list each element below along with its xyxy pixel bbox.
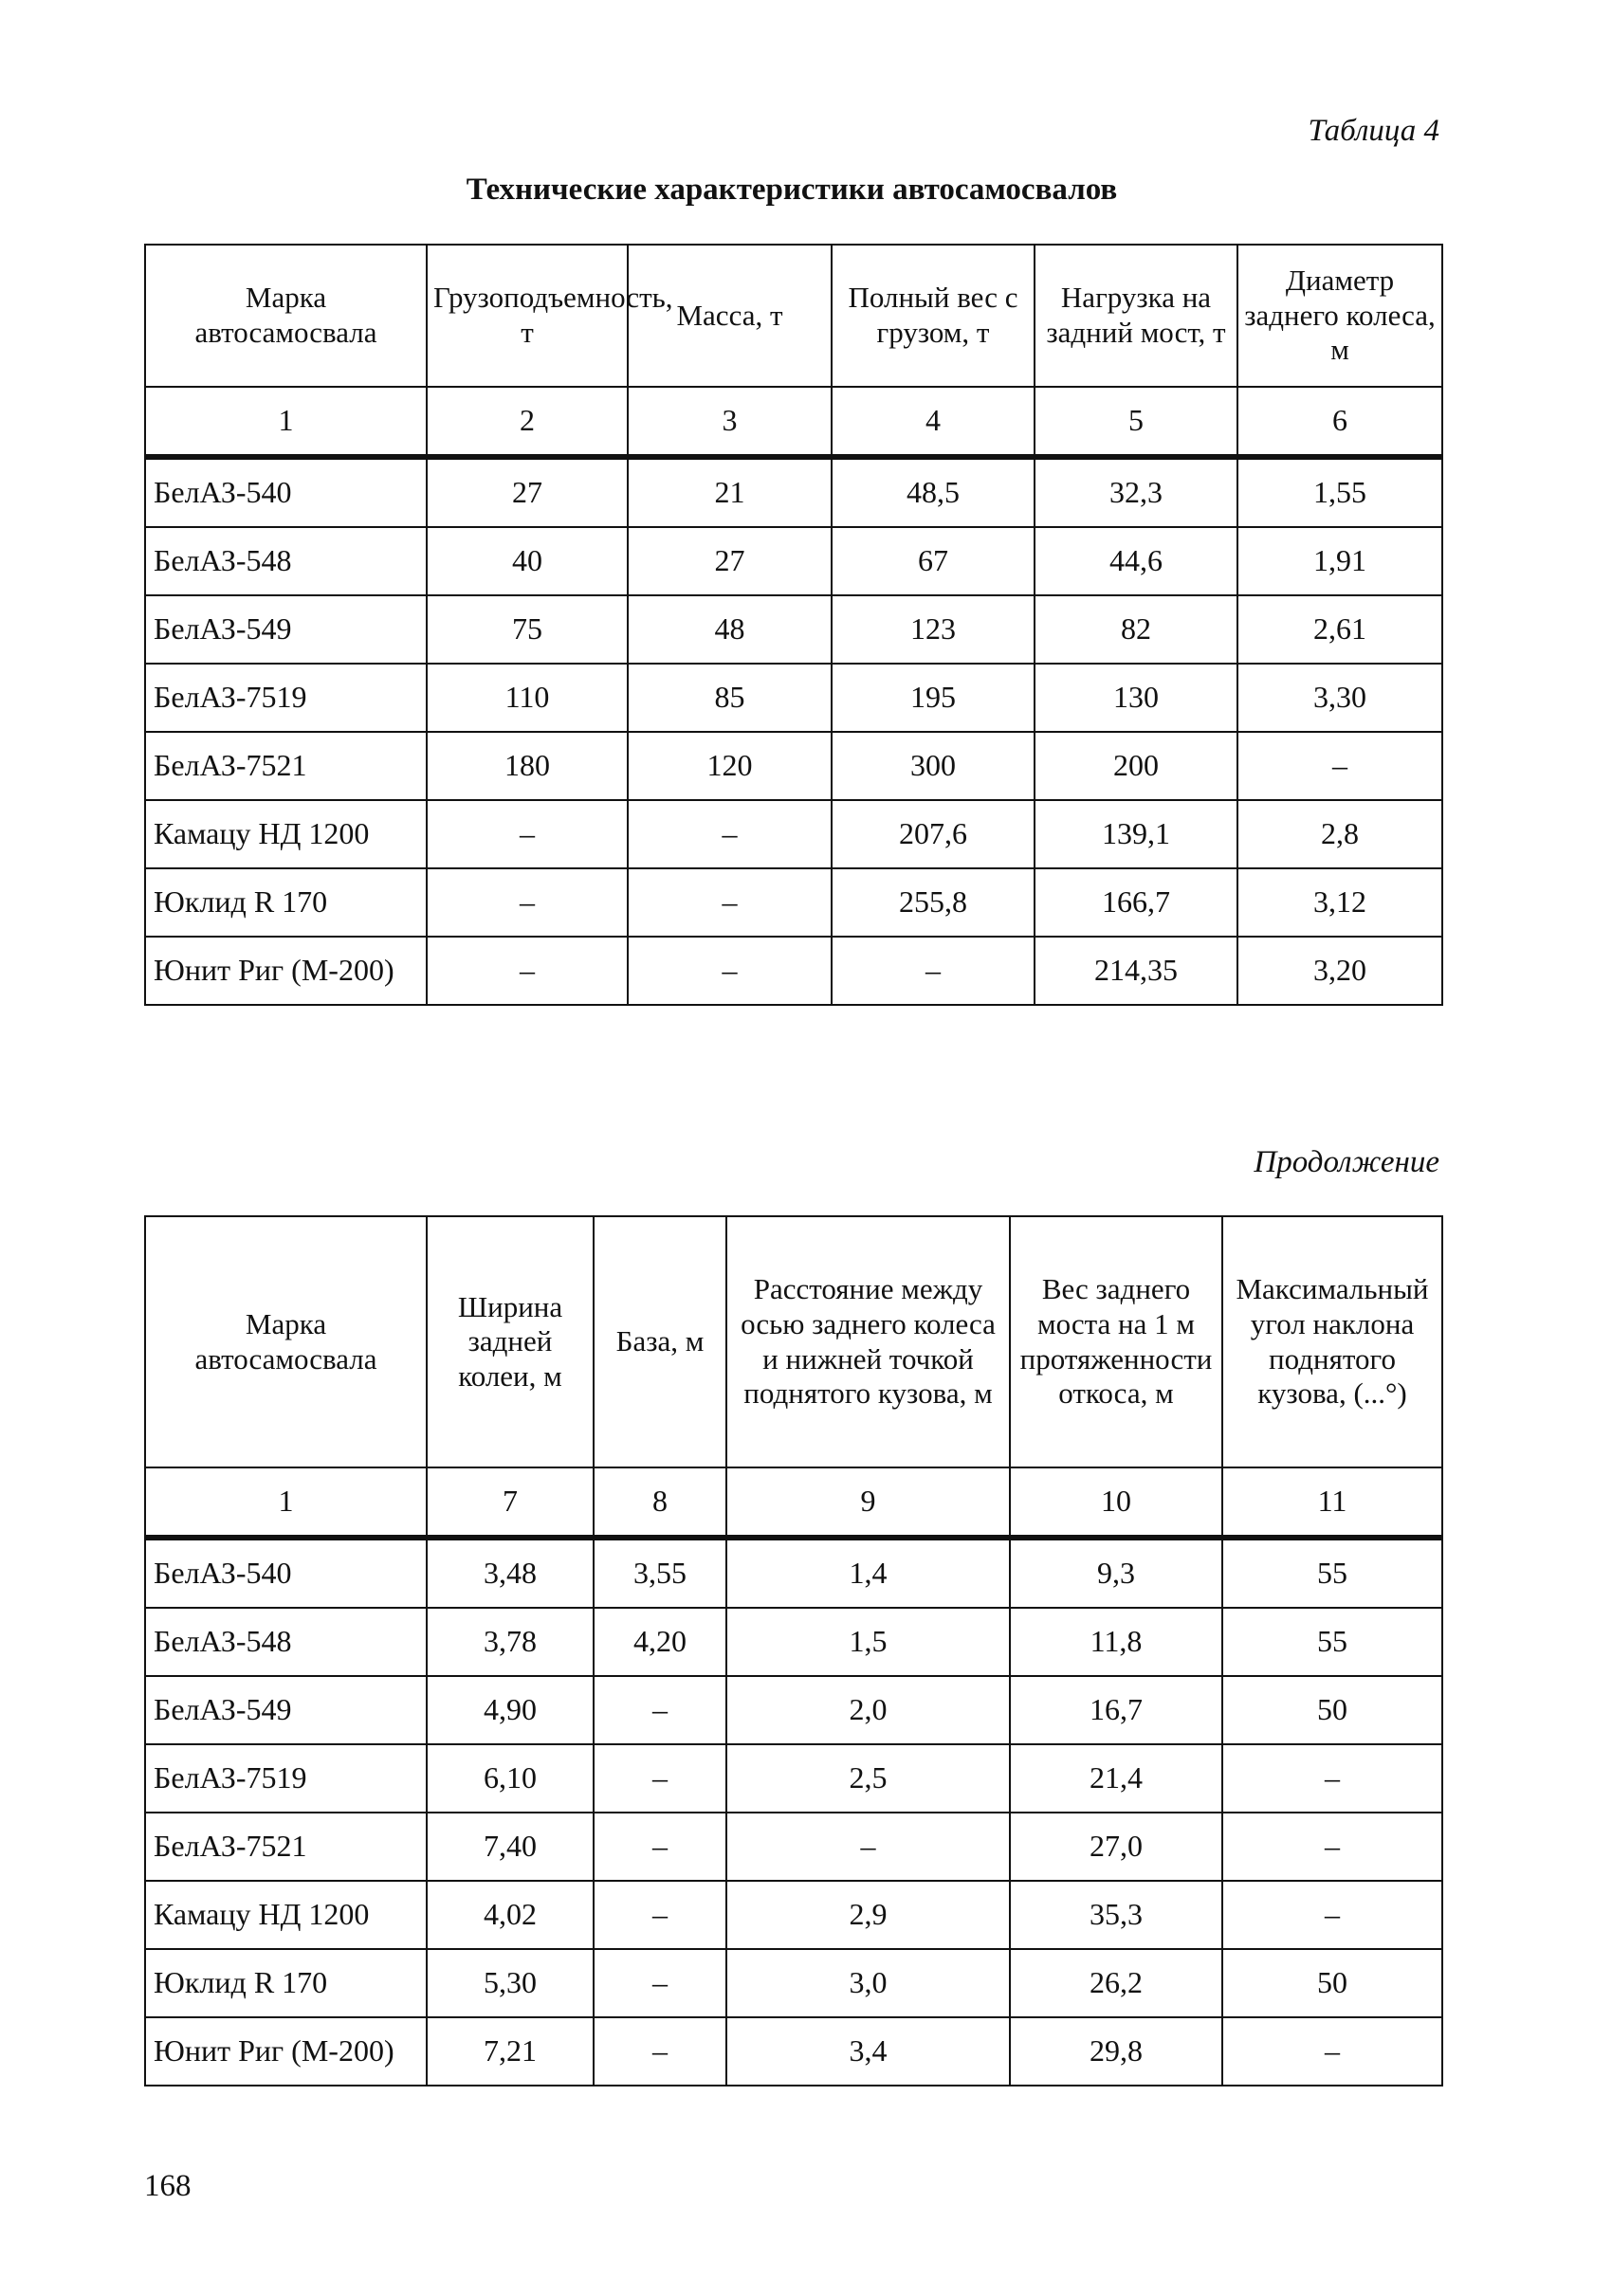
column-header: Марка автосамосвала	[145, 245, 427, 387]
column-header: База, м	[594, 1216, 726, 1467]
value-cell: 1,55	[1237, 457, 1442, 527]
column-header: Вес заднего моста на 1 м протяженности откоса, м	[1010, 1216, 1222, 1467]
table-row	[145, 937, 1442, 1005]
value-cell: 27,0	[1010, 1813, 1222, 1881]
table-number-label: Таблица 4	[1308, 114, 1439, 148]
column-number: 1	[145, 1467, 427, 1538]
truck-model-cell: БелАЗ-549	[145, 1676, 427, 1744]
truck-model-cell: Юнит Риг (М-200)	[145, 937, 427, 1005]
specs-table-continuation	[144, 1215, 1443, 2086]
value-cell: 180	[427, 732, 628, 800]
table-row	[145, 1881, 1442, 1949]
truck-model-cell: Юклид R 170	[145, 868, 427, 937]
value-cell: 29,8	[1010, 2017, 1222, 2086]
column-header: Ширина задней колеи, м	[427, 1216, 594, 1467]
value-cell: 7,40	[427, 1813, 594, 1881]
truck-model-cell: БелАЗ-540	[145, 1538, 427, 1608]
truck-model-cell: Камацу НД 1200	[145, 1881, 427, 1949]
column-header: Марка автосамосвала	[145, 1216, 427, 1467]
value-cell: 27	[628, 527, 832, 595]
truck-model-cell: БелАЗ-540	[145, 457, 427, 527]
value-cell: 48	[628, 595, 832, 664]
value-cell: 123	[832, 595, 1035, 664]
column-header: Нагрузка на задний мост, т	[1035, 245, 1237, 387]
value-cell: 1,5	[726, 1608, 1010, 1676]
table-row	[145, 527, 1442, 595]
value-cell: 4,02	[427, 1881, 594, 1949]
value-cell: 3,20	[1237, 937, 1442, 1005]
column-number: 5	[1035, 387, 1237, 457]
value-cell: 214,35	[1035, 937, 1237, 1005]
value-cell: –	[1222, 1813, 1442, 1881]
value-cell: –	[832, 937, 1035, 1005]
value-cell: 2,0	[726, 1676, 1010, 1744]
value-cell: 21,4	[1010, 1744, 1222, 1813]
table-row	[145, 1538, 1442, 1608]
value-cell: –	[594, 1949, 726, 2017]
value-cell: 195	[832, 664, 1035, 732]
value-cell: 207,6	[832, 800, 1035, 868]
value-cell: –	[427, 937, 628, 1005]
value-cell: 16,7	[1010, 1676, 1222, 1744]
value-cell: 82	[1035, 595, 1237, 664]
page-number: 168	[144, 2169, 192, 2203]
value-cell: 200	[1035, 732, 1237, 800]
value-cell: 50	[1222, 1949, 1442, 2017]
column-header: Масса, т	[628, 245, 832, 387]
table-row	[145, 2017, 1442, 2086]
specs-table-main	[144, 244, 1443, 1006]
truck-model-cell: БелАЗ-7519	[145, 1744, 427, 1813]
value-cell: –	[726, 1813, 1010, 1881]
column-number: 3	[628, 387, 832, 457]
value-cell: –	[594, 1881, 726, 1949]
header-row	[145, 1216, 1442, 1467]
value-cell: 44,6	[1035, 527, 1237, 595]
table-title: Технические характеристики автосамосвалов	[466, 173, 1118, 207]
value-cell: 3,48	[427, 1538, 594, 1608]
column-number: 7	[427, 1467, 594, 1538]
table-row	[145, 664, 1442, 732]
truck-model-cell: БелАЗ-7521	[145, 1813, 427, 1881]
value-cell: –	[594, 1676, 726, 1744]
table-row	[145, 1744, 1442, 1813]
truck-model-cell: Юнит Риг (М-200)	[145, 2017, 427, 2086]
value-cell: 35,3	[1010, 1881, 1222, 1949]
value-cell: 3,4	[726, 2017, 1010, 2086]
table-row	[145, 1608, 1442, 1676]
value-cell: 67	[832, 527, 1035, 595]
column-header: Максимальный угол наклона поднятого кузова, (...°)	[1222, 1216, 1442, 1467]
value-cell: 2,8	[1237, 800, 1442, 868]
value-cell: 40	[427, 527, 628, 595]
value-cell: 75	[427, 595, 628, 664]
column-number-row	[145, 1467, 1442, 1538]
truck-model-cell: Камацу НД 1200	[145, 800, 427, 868]
column-number-row	[145, 387, 1442, 457]
value-cell: 5,30	[427, 1949, 594, 2017]
column-number: 10	[1010, 1467, 1222, 1538]
value-cell: –	[1222, 2017, 1442, 2086]
value-cell: 130	[1035, 664, 1237, 732]
table-row	[145, 595, 1442, 664]
column-number: 1	[145, 387, 427, 457]
value-cell: 50	[1222, 1676, 1442, 1744]
truck-model-cell: БелАЗ-7521	[145, 732, 427, 800]
value-cell: –	[427, 868, 628, 937]
value-cell: –	[1237, 732, 1442, 800]
column-number: 8	[594, 1467, 726, 1538]
table-row	[145, 1676, 1442, 1744]
value-cell: 9,3	[1010, 1538, 1222, 1608]
column-number: 4	[832, 387, 1035, 457]
value-cell: 4,20	[594, 1608, 726, 1676]
value-cell: 3,78	[427, 1608, 594, 1676]
value-cell: –	[1222, 1881, 1442, 1949]
truck-model-cell: БелАЗ-548	[145, 527, 427, 595]
table-row	[145, 868, 1442, 937]
value-cell: 26,2	[1010, 1949, 1222, 2017]
value-cell: –	[628, 937, 832, 1005]
value-cell: 120	[628, 732, 832, 800]
value-cell: –	[628, 868, 832, 937]
truck-model-cell: БелАЗ-549	[145, 595, 427, 664]
value-cell: 3,12	[1237, 868, 1442, 937]
value-cell: 1,4	[726, 1538, 1010, 1608]
value-cell: 3,0	[726, 1949, 1010, 2017]
value-cell: 48,5	[832, 457, 1035, 527]
column-number: 9	[726, 1467, 1010, 1538]
header-row	[145, 245, 1442, 387]
table-row	[145, 1949, 1442, 2017]
continuation-label: Продолжение	[1254, 1145, 1439, 1179]
value-cell: 2,5	[726, 1744, 1010, 1813]
value-cell: 27	[427, 457, 628, 527]
truck-model-cell: БелАЗ-7519	[145, 664, 427, 732]
value-cell: –	[594, 1744, 726, 1813]
column-number: 6	[1237, 387, 1442, 457]
value-cell: 55	[1222, 1608, 1442, 1676]
value-cell: 7,21	[427, 2017, 594, 2086]
value-cell: 21	[628, 457, 832, 527]
value-cell: –	[427, 800, 628, 868]
table-row	[145, 732, 1442, 800]
value-cell: 11,8	[1010, 1608, 1222, 1676]
table-row	[145, 1813, 1442, 1881]
value-cell: 32,3	[1035, 457, 1237, 527]
column-number: 11	[1222, 1467, 1442, 1538]
value-cell: 139,1	[1035, 800, 1237, 868]
value-cell: 6,10	[427, 1744, 594, 1813]
column-header: Расстояние между осью заднего колеса и нижней точкой поднятого кузова, м	[726, 1216, 1010, 1467]
value-cell: –	[594, 1813, 726, 1881]
value-cell: 85	[628, 664, 832, 732]
value-cell: 255,8	[832, 868, 1035, 937]
table-row	[145, 457, 1442, 527]
column-number: 2	[427, 387, 628, 457]
value-cell: –	[628, 800, 832, 868]
value-cell: 4,90	[427, 1676, 594, 1744]
value-cell: –	[594, 2017, 726, 2086]
value-cell: –	[1222, 1744, 1442, 1813]
truck-model-cell: БелАЗ-548	[145, 1608, 427, 1676]
value-cell: 300	[832, 732, 1035, 800]
value-cell: 166,7	[1035, 868, 1237, 937]
table-row	[145, 800, 1442, 868]
value-cell: 2,61	[1237, 595, 1442, 664]
column-header: Грузоподъемность, т	[427, 245, 628, 387]
column-header: Диаметр заднего колеса, м	[1237, 245, 1442, 387]
column-header: Полный вес с грузом, т	[832, 245, 1035, 387]
value-cell: 110	[427, 664, 628, 732]
value-cell: 2,9	[726, 1881, 1010, 1949]
truck-model-cell: Юклид R 170	[145, 1949, 427, 2017]
value-cell: 3,55	[594, 1538, 726, 1608]
value-cell: 55	[1222, 1538, 1442, 1608]
value-cell: 1,91	[1237, 527, 1442, 595]
value-cell: 3,30	[1237, 664, 1442, 732]
